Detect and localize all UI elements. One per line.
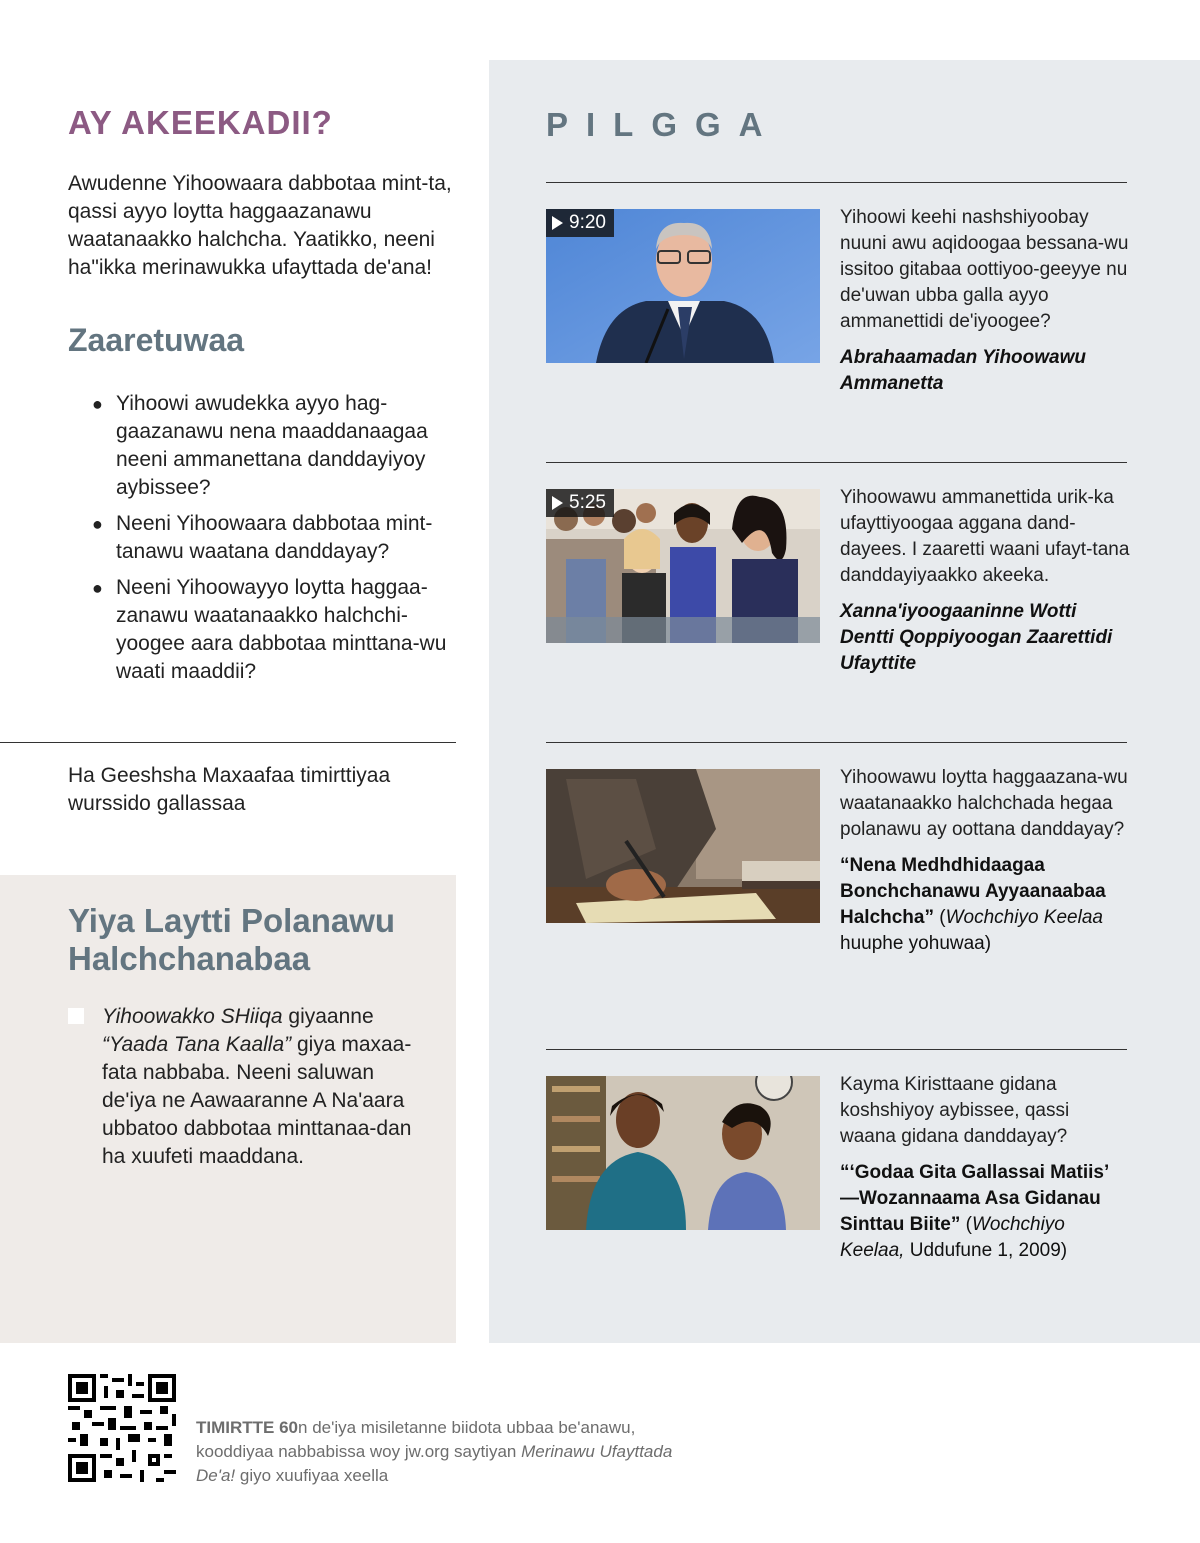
explore-item [840,485,1130,677]
video-title-link[interactable]: Abrahaamadan Yihoowawu Ammanetta [840,347,1086,394]
review-questions [90,390,460,694]
video-thumbnail[interactable] [546,209,820,363]
review-question [90,574,460,686]
explore-item [840,765,1130,957]
footer-note [196,1416,716,1488]
bullet-icon: ● [92,578,103,598]
checkbox-icon[interactable] [68,1008,84,1024]
bullet-icon: ● [92,514,103,534]
ref-paren: ( [933,907,946,928]
section-heading-akeekadii: AY AKEEKADII? [68,104,333,141]
explore-item [840,205,1130,397]
divider [546,462,1127,463]
ref-paren: ( [960,1214,972,1235]
video-thumbnail[interactable] [546,489,820,643]
goal-text-part: giya maxaa-fata nabbaba. Neeni saluwan de'iya ne Aawaaranne A Na'aara ubbatoo dabbotaa minttanaa-dan ha xuufeti maaddana. [102,1033,412,1168]
intro-paragraph: Awudenne Yihoowaara dabbotaa mint-ta, qassi ayyo loytta haggaazanawu waatanaakko halchcha. Yaatikko, neeni ha"ikka merinawukka ufayttada de'ana! [68,172,452,279]
explore-item [840,1072,1130,1264]
divider [546,182,1127,183]
lesson-date-line: Ha Geeshsha Maxaafaa timirttiyaa wurssido gallassaa [68,764,391,815]
play-icon [552,496,563,510]
book-title: Merinawu Ufayttada De'a! [196,1442,673,1485]
nurses-image [546,1076,820,1230]
article-title: “Nena Medhdhidaagaa Bonchchanawu Ayyaanaabaa Halchcha” [840,855,1106,928]
review-heading: Zaaretuwaa [68,322,245,358]
bullet-icon: ● [92,394,103,414]
explore-heading: PILGGA [546,106,781,143]
play-icon [552,216,563,230]
review-question [90,510,460,566]
explore-question: Yihoowawu ammanettida urik-ka ufayttiyoogaa aggana dand-dayees. I zaaretti waani ufayt-tana danddayiyaakko akeeka. [840,487,1130,586]
qr-code-icon[interactable] [68,1374,176,1482]
article-title: “‘Godaa Gita Gallassai Matiis’ —Wozannaama Asa Gidanau Sinttau Biite” [840,1162,1109,1235]
duration-label: 5:25 [569,492,606,513]
review-question-text: Neeni Yihoowaara dabbotaa mint-tanawu waatana danddayay? [116,512,433,563]
publication-name: Wochchiyo Keelaa, [840,1214,1065,1261]
duration-label: 9:20 [569,212,606,233]
review-question-text: Neeni Yihoowayyo loytta haggaa-zanawu waatanaakko halchchi-yoogee aara dabbotaa minttana-wu waati maaddii? [116,576,447,683]
explore-question: Yihoowawu loytta haggaazana-wu waatanaakko halchchada hegaa polanawu ay oottana danddayay? [840,767,1128,840]
goal-text [102,1003,432,1171]
divider [0,742,456,743]
lesson-number: TIMIRTTE 60 [196,1418,299,1437]
ref-detail: huuphe yohuwaa) [840,933,992,954]
article-reference[interactable] [840,853,1130,957]
goal-heading: Yiya Laytti Polanawu Halchchanabaa [68,902,396,977]
footer-text-part: giyo xuufiyaa xeella [235,1466,389,1485]
video-duration [546,209,614,237]
article-thumbnail[interactable] [546,1076,820,1230]
review-question-text: Yihoowi awudekka ayyo hag-gaazanawu nena maaddanaagaa neeni ammanettana danddayiyoy aybissee? [116,392,428,499]
goal-text-part: giyaanne [282,1005,374,1028]
publication-name: Wochchiyo Keelaa [945,907,1103,928]
book-title: “Yaada Tana Kaalla” [102,1033,292,1056]
divider [546,742,1127,743]
book-title: Yihoowakko SHiiqa [102,1005,283,1028]
ref-detail: Uddufune 1, 2009) [904,1240,1068,1261]
review-question [90,390,460,502]
article-reference[interactable] [840,1160,1130,1264]
divider [546,1049,1127,1050]
writing-image [546,769,820,923]
article-thumbnail[interactable] [546,769,820,923]
video-duration [546,489,614,517]
explore-question: Yihoowi keehi nashshiyoobay nuuni awu aqidoogaa bessana-wu issitoo gitabaa oottiyoo-geeyye nu de'uwan ubba galla ayyo ammanettidi de'iyoogee? [840,207,1129,332]
video-title-link[interactable]: Xanna'iyoogaaninne Wotti Dentti Qoppiyoogan Zaarettidi Ufayttite [840,601,1113,674]
footer-text-part: n de'iya misiletanne biidota ubbaa be'anawu, kooddiyaa nabbabissa woy jw.org saytiyan [196,1418,636,1461]
explore-question: Kayma Kiristtaane gidana koshshiyoy aybissee, qassi waana gidana danddayay? [840,1074,1070,1147]
